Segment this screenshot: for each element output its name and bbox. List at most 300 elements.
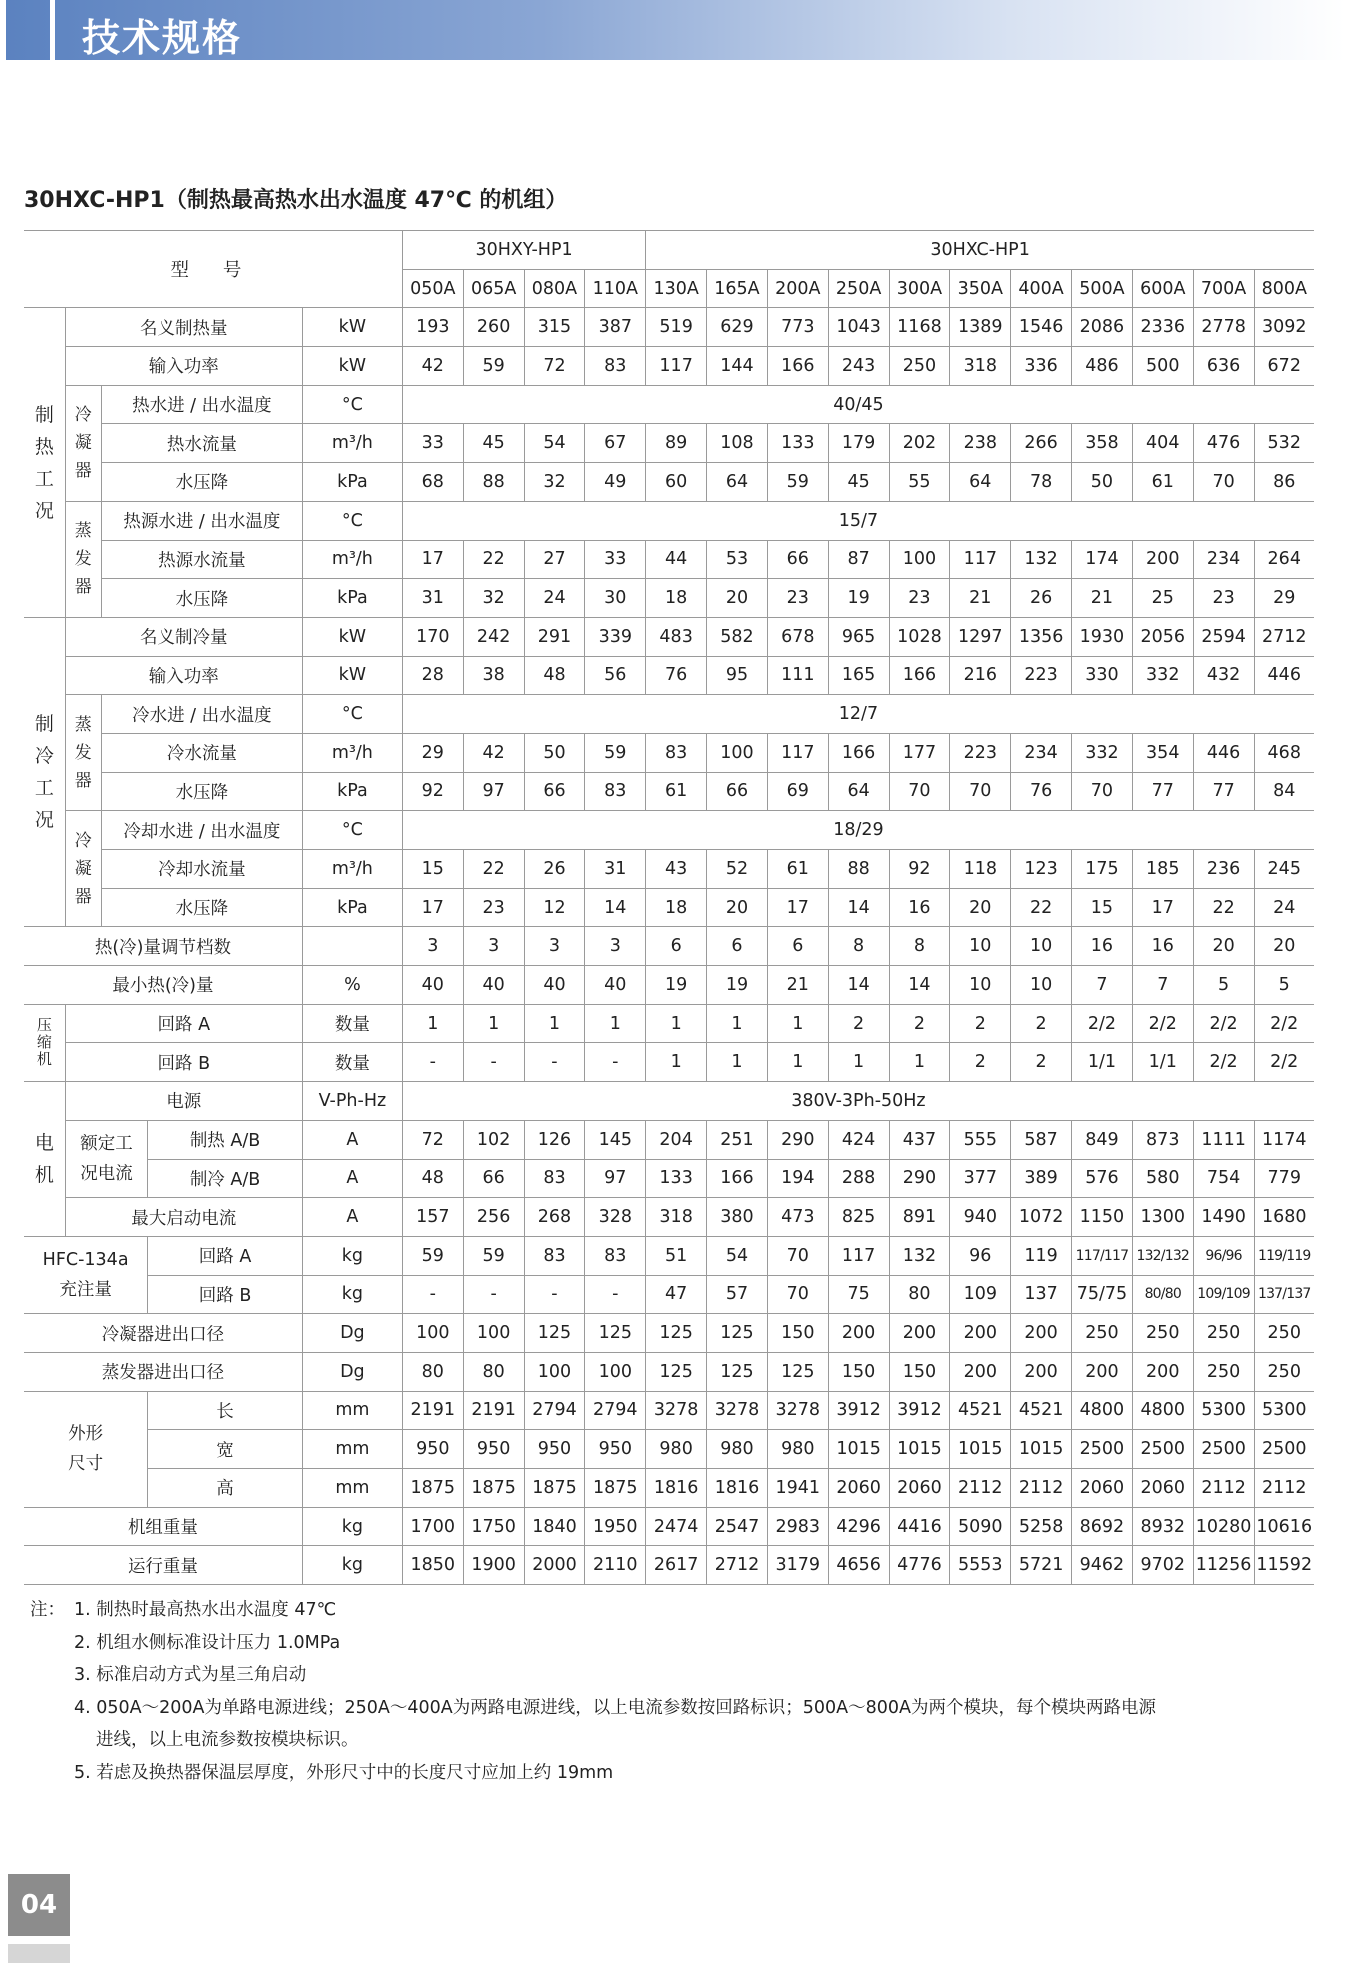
value-cell: 25: [1132, 579, 1193, 618]
value-cell: 70: [1072, 772, 1133, 811]
group-hfc-charge: HFC-134a 充注量: [24, 1236, 148, 1313]
value-cell: 20: [1193, 927, 1254, 966]
value-cell: 1015: [950, 1430, 1011, 1469]
row-label: 名义制热量: [65, 308, 302, 347]
value-cell: 404: [1132, 424, 1193, 463]
value-cell: 23: [767, 579, 828, 618]
value-cell: 53: [707, 540, 768, 579]
table-row: [24, 733, 1314, 772]
value-cell: 318: [950, 347, 1011, 386]
value-cell: 133: [767, 424, 828, 463]
value-cell: 137/137: [1254, 1275, 1314, 1314]
value-cell: 1: [646, 1043, 707, 1082]
value-cell: 16: [1132, 927, 1193, 966]
value-cell: 174: [1072, 540, 1133, 579]
value-cell: 48: [524, 656, 585, 695]
value-cell: 200: [1132, 1352, 1193, 1391]
value-cell: 940: [950, 1198, 1011, 1237]
value-cell: 100: [524, 1352, 585, 1391]
value-cell: 40: [402, 966, 463, 1005]
row-label: 水压降: [101, 772, 302, 811]
value-cell: 264: [1254, 540, 1314, 579]
value-cell-merged: 18/29: [402, 811, 1314, 850]
table-row: [24, 1159, 1314, 1198]
value-cell: 59: [463, 1236, 524, 1275]
value-cell: 1950: [585, 1507, 646, 1546]
value-cell: 1: [646, 1004, 707, 1043]
value-cell: 43: [646, 850, 707, 889]
value-cell: 1941: [767, 1469, 828, 1508]
value-cell: 16: [1072, 927, 1133, 966]
value-cell: 45: [463, 424, 524, 463]
table-row: [24, 811, 1314, 850]
value-cell: 2000: [524, 1546, 585, 1585]
value-cell: 166: [767, 347, 828, 386]
value-cell: 5553: [950, 1546, 1011, 1585]
value-cell: 88: [828, 850, 889, 889]
value-cell: 125: [524, 1314, 585, 1353]
value-cell: 132/132: [1132, 1236, 1193, 1275]
row-unit: m³/h: [302, 424, 402, 463]
row-unit: m³/h: [302, 540, 402, 579]
value-cell: 123: [1011, 850, 1072, 889]
value-cell: 66: [524, 772, 585, 811]
value-cell: 10616: [1254, 1507, 1314, 1546]
value-cell: 250: [1193, 1352, 1254, 1391]
value-cell: 1: [767, 1004, 828, 1043]
value-cell: 580: [1132, 1159, 1193, 1198]
value-cell: 95: [707, 656, 768, 695]
value-cell: 3179: [767, 1546, 828, 1585]
value-cell: 290: [767, 1120, 828, 1159]
value-cell: 678: [767, 617, 828, 656]
value-cell: 83: [646, 733, 707, 772]
value-cell: 70: [1193, 463, 1254, 502]
value-cell: 1015: [1011, 1430, 1072, 1469]
value-cell: 33: [402, 424, 463, 463]
row-label: 电源: [65, 1082, 302, 1121]
value-cell: 125: [646, 1314, 707, 1353]
value-cell: 66: [463, 1159, 524, 1198]
model-header-cell: 600A: [1132, 269, 1193, 308]
table-row: [24, 1507, 1314, 1546]
value-cell: 157: [402, 1198, 463, 1237]
value-cell: 2712: [1254, 617, 1314, 656]
series-hxy-label: 30HXY-HP1: [402, 231, 645, 270]
note-item: [30, 1594, 1320, 1627]
value-cell: 825: [828, 1198, 889, 1237]
value-cell: 84: [1254, 772, 1314, 811]
page-number-box: [8, 1874, 70, 1936]
value-cell: 145: [585, 1120, 646, 1159]
note-item: [30, 1692, 1320, 1725]
table-row: [24, 1236, 1314, 1275]
model-header-cell: 800A: [1254, 269, 1314, 308]
value-cell: 109/109: [1193, 1275, 1254, 1314]
value-cell: 150: [889, 1352, 950, 1391]
value-cell: 22: [463, 540, 524, 579]
value-cell: 486: [1072, 347, 1133, 386]
spec-table: [24, 230, 1314, 1585]
row-unit: kg: [302, 1507, 402, 1546]
row-unit: mm: [302, 1430, 402, 1469]
value-cell: 1028: [889, 617, 950, 656]
value-cell: -: [524, 1275, 585, 1314]
value-cell: 519: [646, 308, 707, 347]
value-cell: 29: [402, 733, 463, 772]
note-item-continuation: [30, 1724, 1320, 1757]
row-unit: V-Ph-Hz: [302, 1082, 402, 1121]
value-cell: 40: [585, 966, 646, 1005]
value-cell: 193: [402, 308, 463, 347]
row-label: 制冷 A/B: [148, 1159, 303, 1198]
value-cell: 132: [1011, 540, 1072, 579]
row-unit: m³/h: [302, 850, 402, 889]
row-label: 最大启动电流: [65, 1198, 302, 1237]
value-cell: 75/75: [1072, 1275, 1133, 1314]
value-cell: 125: [646, 1352, 707, 1391]
value-cell: 117: [828, 1236, 889, 1275]
value-cell: 170: [402, 617, 463, 656]
value-cell: 200: [828, 1314, 889, 1353]
value-cell: 629: [707, 308, 768, 347]
header-divider: [50, 0, 55, 60]
row-label: 回路 A: [65, 1004, 302, 1043]
value-cell: 87: [828, 540, 889, 579]
value-cell: 2474: [646, 1507, 707, 1546]
value-cell: 2500: [1132, 1430, 1193, 1469]
row-label: 热(冷)量调节档数: [24, 927, 302, 966]
value-cell: 86: [1254, 463, 1314, 502]
row-unit: kPa: [302, 772, 402, 811]
value-cell: 48: [402, 1159, 463, 1198]
row-unit: Dg: [302, 1352, 402, 1391]
note-text: 进线，以上电流参数按模块标识。: [96, 1730, 359, 1750]
value-cell: 78: [1011, 463, 1072, 502]
value-cell: 185: [1132, 850, 1193, 889]
value-cell: 339: [585, 617, 646, 656]
value-cell: 6: [767, 927, 828, 966]
note-text: 1. 制热时最高热水出水温度 47℃: [74, 1600, 337, 1620]
table-row: [24, 540, 1314, 579]
row-label: 名义制冷量: [65, 617, 302, 656]
value-cell: 2500: [1193, 1430, 1254, 1469]
row-label: 冷却水进 / 出水温度: [101, 811, 302, 850]
row-unit: 数量: [302, 1043, 402, 1082]
value-cell: 10: [950, 966, 1011, 1005]
value-cell: 166: [828, 733, 889, 772]
value-cell: 3278: [707, 1391, 768, 1430]
value-cell: 251: [707, 1120, 768, 1159]
value-cell: 1150: [1072, 1198, 1133, 1237]
table-row: [24, 385, 1314, 424]
value-cell: -: [463, 1275, 524, 1314]
value-cell: 75: [828, 1275, 889, 1314]
value-cell: 24: [524, 579, 585, 618]
value-cell: 5258: [1011, 1507, 1072, 1546]
row-label: 回路 B: [148, 1275, 303, 1314]
value-cell: 1297: [950, 617, 1011, 656]
value-cell: 200: [1011, 1352, 1072, 1391]
table-row: [24, 347, 1314, 386]
value-cell: 64: [707, 463, 768, 502]
value-cell: 83: [585, 772, 646, 811]
value-cell: 69: [767, 772, 828, 811]
value-cell: 126: [524, 1120, 585, 1159]
row-label: 输入功率: [65, 347, 302, 386]
value-cell: 83: [524, 1236, 585, 1275]
value-cell: 72: [402, 1120, 463, 1159]
value-cell-merged: 40/45: [402, 385, 1314, 424]
value-cell: 19: [828, 579, 889, 618]
value-cell: 250: [1193, 1314, 1254, 1353]
value-cell: 2794: [585, 1391, 646, 1430]
value-cell: 70: [767, 1236, 828, 1275]
value-cell: 92: [402, 772, 463, 811]
row-label: 冷却水流量: [101, 850, 302, 889]
value-cell: 332: [1072, 733, 1133, 772]
value-cell: 1356: [1011, 617, 1072, 656]
value-cell: -: [524, 1043, 585, 1082]
value-cell: 97: [463, 772, 524, 811]
row-unit: kPa: [302, 463, 402, 502]
value-cell: 2112: [950, 1469, 1011, 1508]
model-header-cell: 400A: [1011, 269, 1072, 308]
row-label: 运行重量: [24, 1546, 302, 1585]
value-cell: 42: [463, 733, 524, 772]
value-cell: 89: [646, 424, 707, 463]
value-cell: 2191: [463, 1391, 524, 1430]
value-cell: 483: [646, 617, 707, 656]
group-cooling: 制 冷 工 况: [24, 617, 65, 927]
value-cell: 250: [1072, 1314, 1133, 1353]
group-rated-current: 额定工 况电流: [65, 1120, 147, 1197]
value-cell: 204: [646, 1120, 707, 1159]
value-cell: 19: [707, 966, 768, 1005]
value-cell: 1700: [402, 1507, 463, 1546]
row-label: 冷水进 / 出水温度: [101, 695, 302, 734]
value-cell: 2056: [1132, 617, 1193, 656]
value-cell: 7: [1072, 966, 1133, 1005]
value-cell: 873: [1132, 1120, 1193, 1159]
value-cell: 555: [950, 1120, 1011, 1159]
value-cell: 40: [463, 966, 524, 1005]
value-cell: 432: [1193, 656, 1254, 695]
row-unit: kg: [302, 1546, 402, 1585]
note-text: 5. 若虑及换热器保温层厚度，外形尺寸中的长度尺寸应加上约 19mm: [74, 1762, 614, 1783]
series-hxc-label: 30HXC-HP1: [646, 231, 1314, 270]
value-cell: 2110: [585, 1546, 646, 1585]
value-cell: 76: [1011, 772, 1072, 811]
value-cell: 51: [646, 1236, 707, 1275]
table-row: [24, 1043, 1314, 1082]
value-cell: 2060: [828, 1469, 889, 1508]
value-cell: 4521: [1011, 1391, 1072, 1430]
value-cell: 4416: [889, 1507, 950, 1546]
value-cell: 125: [707, 1352, 768, 1391]
value-cell: 1015: [828, 1430, 889, 1469]
value-cell: 2060: [1072, 1469, 1133, 1508]
value-cell: 779: [1254, 1159, 1314, 1198]
value-cell: 11592: [1254, 1546, 1314, 1585]
value-cell: 2336: [1132, 308, 1193, 347]
value-cell: 52: [707, 850, 768, 889]
group-dimensions: 外形 尺寸: [24, 1391, 148, 1507]
value-cell: 26: [524, 850, 585, 889]
value-cell: 17: [402, 540, 463, 579]
value-cell: 1850: [402, 1546, 463, 1585]
page-number: 04: [20, 1890, 58, 1920]
value-cell: 2191: [402, 1391, 463, 1430]
value-cell: 100: [889, 540, 950, 579]
model-header-cell: 300A: [889, 269, 950, 308]
row-unit: kg: [302, 1236, 402, 1275]
value-cell: 328: [585, 1198, 646, 1237]
value-cell: 980: [707, 1430, 768, 1469]
row-unit: m³/h: [302, 733, 402, 772]
table-row: [24, 1120, 1314, 1159]
value-cell: 387: [585, 308, 646, 347]
value-cell: 83: [524, 1159, 585, 1198]
value-cell: 2547: [707, 1507, 768, 1546]
row-unit: kg: [302, 1275, 402, 1314]
model-header-cell: 130A: [646, 269, 707, 308]
value-cell: 216: [950, 656, 1011, 695]
note-text: 2. 机组水侧标准设计压力 1.0MPa: [74, 1632, 341, 1653]
row-unit: kW: [302, 656, 402, 695]
row-unit: °C: [302, 811, 402, 850]
row-unit: kPa: [302, 579, 402, 618]
table-row: [24, 1082, 1314, 1121]
value-cell: 14: [585, 888, 646, 927]
value-cell: 11256: [1193, 1546, 1254, 1585]
value-cell: 117/117: [1072, 1236, 1133, 1275]
value-cell: 2/2: [1254, 1043, 1314, 1082]
group-motor: 电 机: [24, 1082, 65, 1237]
value-cell: 26: [1011, 579, 1072, 618]
value-cell: 165: [828, 656, 889, 695]
value-cell: 3: [585, 927, 646, 966]
value-cell: 20: [707, 888, 768, 927]
value-cell: 200: [950, 1352, 1011, 1391]
value-cell: 6: [646, 927, 707, 966]
value-cell: 18: [646, 888, 707, 927]
row-unit: %: [302, 966, 402, 1005]
value-cell: 437: [889, 1120, 950, 1159]
value-cell: 1/1: [1132, 1043, 1193, 1082]
value-cell: 1546: [1011, 308, 1072, 347]
value-cell: 202: [889, 424, 950, 463]
table-row: [24, 772, 1314, 811]
value-cell: 68: [402, 463, 463, 502]
value-cell: 16: [889, 888, 950, 927]
value-cell: 1015: [889, 1430, 950, 1469]
value-cell: 980: [767, 1430, 828, 1469]
value-cell: 117: [950, 540, 1011, 579]
value-cell: 3: [463, 927, 524, 966]
value-cell: 1168: [889, 308, 950, 347]
value-cell: 77: [1193, 772, 1254, 811]
value-cell: 150: [828, 1352, 889, 1391]
value-cell: 2/2: [1193, 1043, 1254, 1082]
value-cell: 332: [1132, 656, 1193, 695]
value-cell: 200: [1132, 540, 1193, 579]
page-footer-bar: [8, 1944, 70, 1963]
value-cell: 22: [1011, 888, 1072, 927]
value-cell: 49: [585, 463, 646, 502]
value-cell: 234: [1011, 733, 1072, 772]
value-cell: 582: [707, 617, 768, 656]
value-cell: 238: [950, 424, 1011, 463]
row-unit: A: [302, 1159, 402, 1198]
value-cell: 23: [889, 579, 950, 618]
value-cell: 773: [767, 308, 828, 347]
value-cell: 108: [707, 424, 768, 463]
section-title: 30HXC-HP1（制热最高热水出水温度 47℃ 的机组）: [24, 188, 568, 213]
value-cell: 18: [646, 579, 707, 618]
value-cell: 268: [524, 1198, 585, 1237]
value-cell: 15: [402, 850, 463, 889]
row-label: 冷水流量: [101, 733, 302, 772]
value-cell: 2794: [524, 1391, 585, 1430]
value-cell: 1: [524, 1004, 585, 1043]
value-cell: 4800: [1072, 1391, 1133, 1430]
value-cell: 100: [463, 1314, 524, 1353]
value-cell: 636: [1193, 347, 1254, 386]
value-cell: 1816: [707, 1469, 768, 1508]
value-cell: 88: [463, 463, 524, 502]
value-cell: 2/2: [1072, 1004, 1133, 1043]
value-cell: 2060: [889, 1469, 950, 1508]
value-cell: 1: [402, 1004, 463, 1043]
row-unit: mm: [302, 1391, 402, 1430]
model-header-cell: 250A: [828, 269, 889, 308]
value-cell: 587: [1011, 1120, 1072, 1159]
row-label: 热水流量: [101, 424, 302, 463]
value-cell: 500: [1132, 347, 1193, 386]
value-cell: 137: [1011, 1275, 1072, 1314]
value-cell: 44: [646, 540, 707, 579]
value-cell: 1/1: [1072, 1043, 1133, 1082]
value-cell: 166: [889, 656, 950, 695]
value-cell: 67: [585, 424, 646, 463]
value-cell: 2: [950, 1043, 1011, 1082]
value-cell: 9702: [1132, 1546, 1193, 1585]
value-cell: 2617: [646, 1546, 707, 1585]
model-header-cell: 050A: [402, 269, 463, 308]
value-cell: 100: [707, 733, 768, 772]
value-cell: 23: [463, 888, 524, 927]
value-cell: 1930: [1072, 617, 1133, 656]
value-cell: 476: [1193, 424, 1254, 463]
table-row: [24, 1352, 1314, 1391]
table-row: [24, 1469, 1314, 1508]
value-cell: 2778: [1193, 308, 1254, 347]
value-cell: 38: [463, 656, 524, 695]
value-cell: 1: [707, 1043, 768, 1082]
value-cell: 29: [1254, 579, 1314, 618]
value-cell: 2: [950, 1004, 1011, 1043]
value-cell: 245: [1254, 850, 1314, 889]
value-cell: 59: [402, 1236, 463, 1275]
value-cell: 4800: [1132, 1391, 1193, 1430]
value-cell: 119: [1011, 1236, 1072, 1275]
value-cell: 4296: [828, 1507, 889, 1546]
value-cell: 72: [524, 347, 585, 386]
value-cell: 223: [1011, 656, 1072, 695]
value-cell: 92: [889, 850, 950, 889]
value-cell: 1875: [463, 1469, 524, 1508]
